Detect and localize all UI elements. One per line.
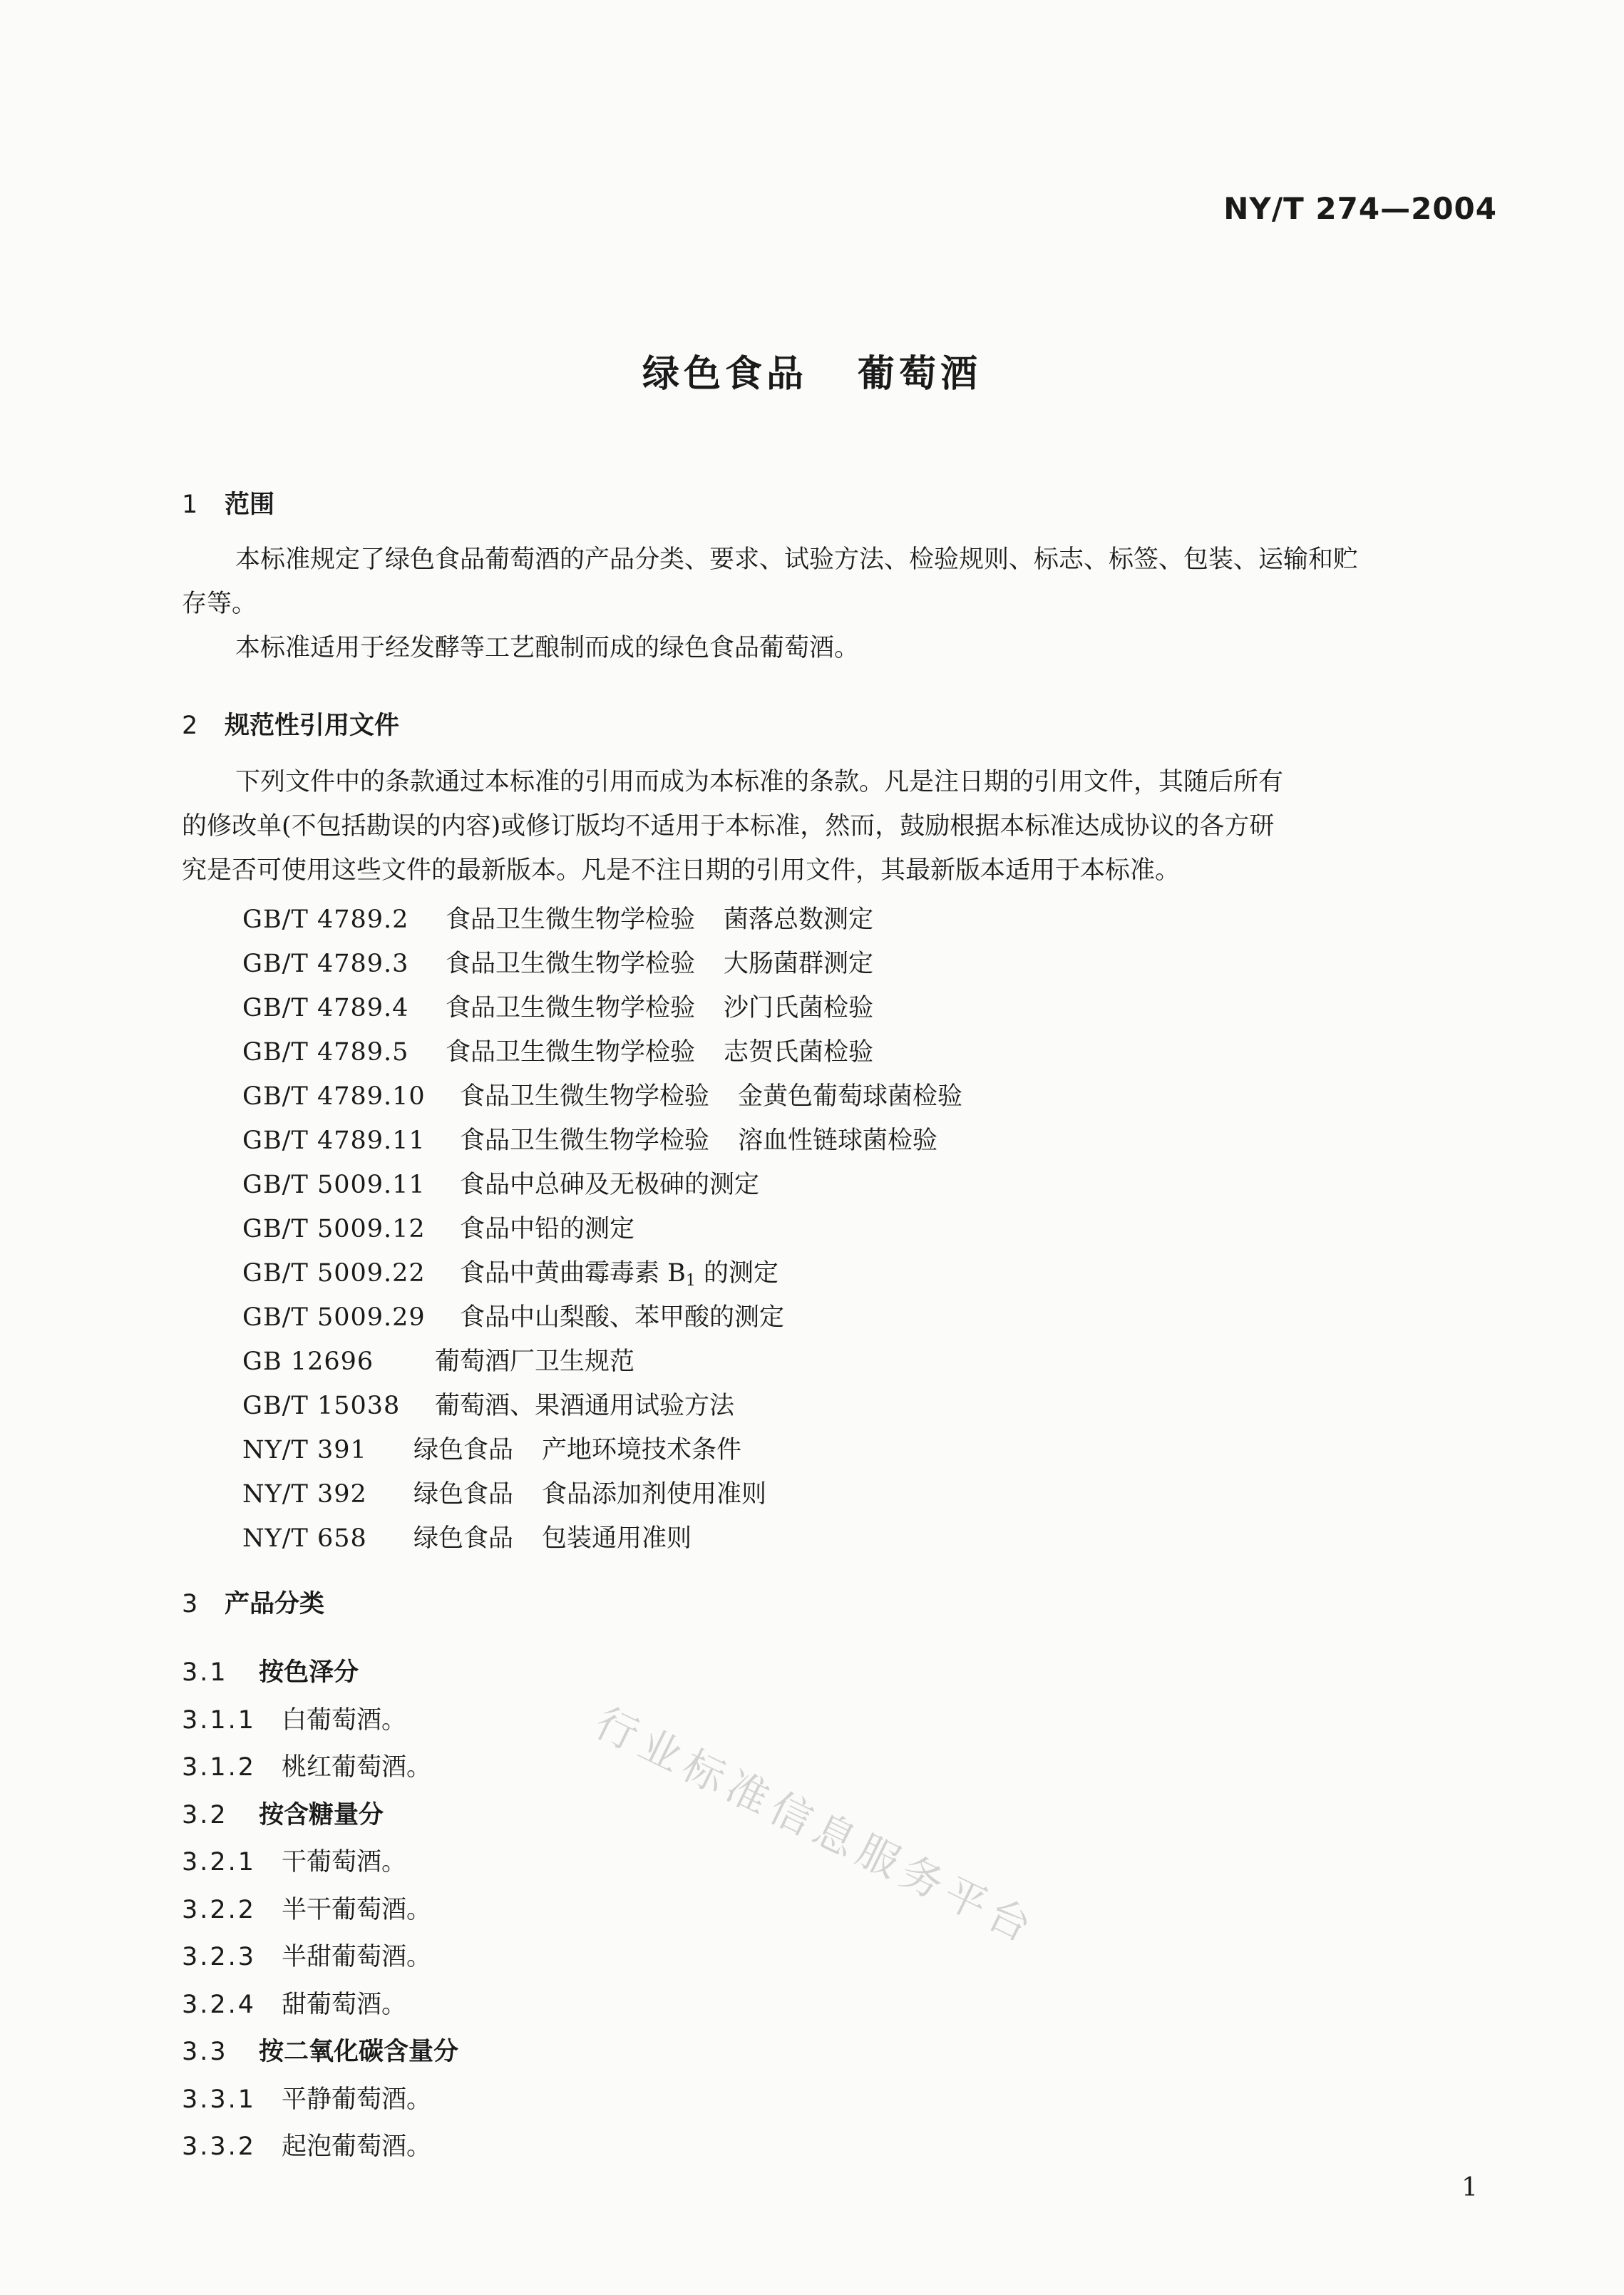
clause-number: 3.3	[182, 2038, 228, 2066]
reference-code: NY/T 658	[242, 1524, 367, 1553]
reference-code: NY/T 392	[242, 1480, 367, 1509]
reference-title: 食品卫生微生物学检验	[446, 1038, 696, 1067]
scope-para-1-line-1: 本标准规定了绿色食品葡萄酒的产品分类、要求、试验方法、检验规则、标志、标签、包装、运输和贮	[235, 545, 1359, 574]
clause-item	[182, 1985, 406, 2021]
reference-item	[242, 1032, 873, 1068]
clause-item	[182, 1890, 431, 1926]
clause-item	[182, 1700, 406, 1736]
reference-code: NY/T 391	[242, 1436, 367, 1464]
reference-title: 葡萄酒厂卫生规范	[435, 1347, 635, 1376]
clause-item	[182, 1937, 431, 1973]
clause-text: 半甜葡萄酒。	[282, 1943, 432, 1971]
clause-number: 3.2.3	[182, 1943, 257, 1971]
reference-item	[242, 944, 873, 980]
scope-para-1-line-2: 存等。	[182, 590, 257, 618]
reference-subtitle: 产地环境技术条件	[542, 1436, 742, 1464]
watermark: 行业标准信息服务平台	[587, 1698, 1045, 1954]
subscript: 1	[685, 1272, 696, 1290]
reference-title: 食品中山梨酸、苯甲酸的测定	[460, 1303, 785, 1332]
reference-title: 绿色食品	[413, 1436, 514, 1464]
standard-code: NY/T 274—2004	[1223, 191, 1497, 226]
reference-item	[242, 900, 873, 935]
reference-title: 食品卫生微生物学检验	[460, 1082, 710, 1111]
title-part-2: 葡萄酒	[858, 353, 982, 396]
reference-code: GB/T 4789.2	[242, 905, 409, 934]
clause-number: 3.2.4	[182, 1991, 257, 2019]
reference-title: 食品中铅的测定	[460, 1215, 635, 1243]
reference-subtitle: 沙门氏菌检验	[724, 994, 874, 1022]
reference-code: GB/T 5009.29	[242, 1303, 426, 1332]
reference-subtitle: 大肠菌群测定	[724, 950, 874, 978]
clause-number: 3.1.1	[182, 1706, 257, 1735]
section-1-heading	[182, 485, 274, 520]
clause-number: 3.3.2	[182, 2132, 257, 2161]
section-number: 3	[182, 1590, 198, 1618]
clause-number: 3.2	[182, 1801, 228, 1829]
reference-item	[242, 1519, 692, 1554]
reference-code: GB 12696	[242, 1347, 374, 1376]
reference-title: 绿色食品	[413, 1480, 514, 1509]
reference-title: 食品卫生微生物学检验	[446, 905, 696, 934]
reference-subtitle: 菌落总数测定	[724, 905, 874, 934]
scope-para-2: 本标准适用于经发酵等工艺酿制而成的绿色食品葡萄酒。	[235, 634, 860, 662]
reference-code: GB/T 5009.22	[242, 1259, 426, 1288]
reference-title: 葡萄酒、果酒通用试验方法	[435, 1392, 735, 1420]
reference-item	[242, 1077, 962, 1112]
reference-title: 食品中黄曲霉毒素 B	[460, 1259, 686, 1288]
reference-item	[242, 1298, 784, 1333]
refs-para-line-3: 究是否可使用这些文件的最新版本。凡是不注日期的引用文件，其最新版本适用于本标准。	[182, 856, 1181, 885]
clause-item	[182, 1842, 406, 1878]
reference-code: GB/T 4789.3	[242, 950, 409, 978]
clause-text: 按含糖量分	[259, 1801, 384, 1829]
reference-subtitle: 金黄色葡萄球菌检验	[738, 1082, 963, 1111]
reference-code: GB/T 5009.11	[242, 1171, 426, 1199]
reference-item	[242, 988, 873, 1024]
reference-code: GB/T 4789.5	[242, 1038, 409, 1067]
reference-code: GB/T 15038	[242, 1392, 401, 1420]
reference-item	[242, 1121, 937, 1156]
clause-text: 桃红葡萄酒。	[282, 1753, 432, 1782]
clause-text: 按二氧化碳含量分	[259, 2038, 459, 2066]
clause-text: 半干葡萄酒。	[282, 1896, 432, 1924]
clause-text: 甜葡萄酒。	[282, 1991, 407, 2019]
reference-code: GB/T 4789.10	[242, 1082, 426, 1111]
reference-subtitle: 包装通用准则	[542, 1524, 692, 1553]
reference-title: 食品中总砷及无极砷的测定	[460, 1171, 760, 1199]
reference-item	[242, 1253, 778, 1290]
refs-para-line-1: 下列文件中的条款通过本标准的引用而成为本标准的条款。凡是注日期的引用文件，其随后所有	[235, 768, 1284, 796]
clause-text: 干葡萄酒。	[282, 1848, 407, 1876]
clause-item	[182, 1795, 384, 1831]
clause-number: 3.1	[182, 1658, 228, 1687]
reference-code: GB/T 5009.12	[242, 1215, 426, 1243]
reference-item	[242, 1342, 634, 1377]
section-title: 产品分类	[225, 1590, 325, 1618]
clause-item	[182, 2032, 458, 2068]
document-title	[0, 344, 1624, 397]
reference-code: GB/T 4789.4	[242, 994, 409, 1022]
reference-item	[242, 1165, 759, 1201]
reference-item	[242, 1209, 634, 1245]
reference-code: GB/T 4789.11	[242, 1126, 426, 1155]
clause-number: 3.2.1	[182, 1848, 257, 1876]
reference-title-suffix: 的测定	[695, 1259, 778, 1288]
clause-number: 3.2.2	[182, 1896, 257, 1924]
section-number: 1	[182, 491, 198, 519]
section-number: 2	[182, 712, 198, 740]
clause-text: 起泡葡萄酒。	[282, 2132, 432, 2161]
section-title: 范围	[225, 491, 275, 519]
reference-subtitle: 食品添加剂使用准则	[542, 1480, 767, 1509]
section-3-heading	[182, 1584, 324, 1620]
reference-subtitle: 溶血性链球菌检验	[738, 1126, 938, 1155]
section-2-heading	[182, 706, 399, 741]
title-part-1: 绿色食品	[642, 353, 808, 396]
reference-item	[242, 1474, 766, 1510]
refs-para-line-2: 的修改单(不包括勘误的内容)或修订版均不适用于本标准，然而，鼓励根据本标准达成协议的各方研	[182, 812, 1275, 841]
reference-title: 绿色食品	[413, 1524, 514, 1553]
page-number: 1	[1461, 2173, 1478, 2202]
clause-text: 白葡萄酒。	[282, 1706, 407, 1735]
clause-item	[182, 1653, 359, 1688]
clause-item	[182, 1747, 431, 1783]
clause-item	[182, 2127, 431, 2162]
clause-number: 3.3.1	[182, 2085, 257, 2114]
reference-subtitle: 志贺氏菌检验	[724, 1038, 874, 1067]
clause-text: 平静葡萄酒。	[282, 2085, 432, 2114]
clause-text: 按色泽分	[259, 1658, 359, 1687]
clause-item	[182, 2080, 431, 2115]
reference-title: 食品卫生微生物学检验	[446, 950, 696, 978]
reference-title: 食品卫生微生物学检验	[460, 1126, 710, 1155]
section-title: 规范性引用文件	[225, 712, 400, 740]
reference-title: 食品卫生微生物学检验	[446, 994, 696, 1022]
reference-item	[242, 1386, 734, 1422]
reference-item	[242, 1430, 741, 1466]
clause-number: 3.1.2	[182, 1753, 257, 1782]
